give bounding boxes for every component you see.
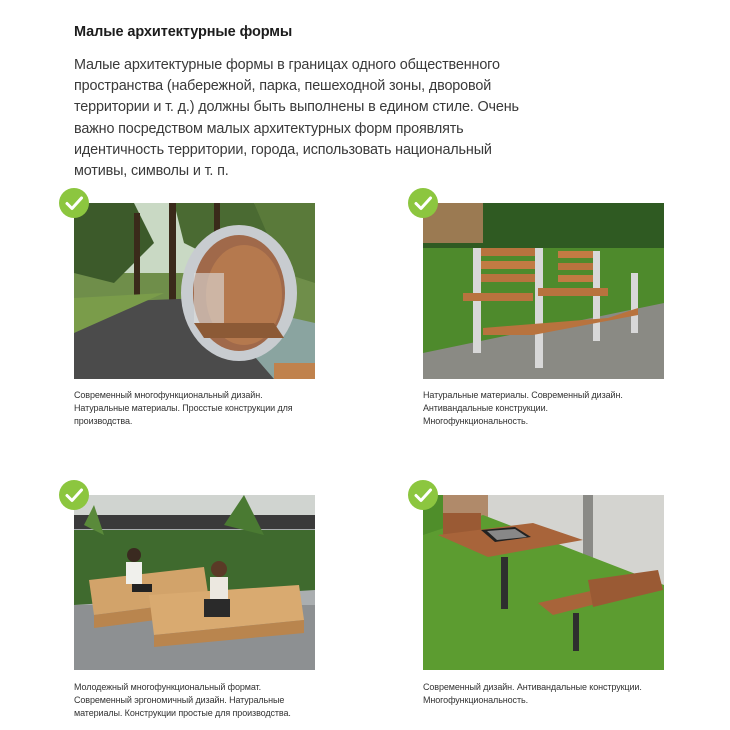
check-icon xyxy=(408,188,438,218)
caption-card-4: Современный дизайн. Антивандальные конструкции. Многофункциональность. xyxy=(423,682,642,705)
page-title: Малые архитектурные формы xyxy=(74,24,293,40)
photo-chess-table-benches xyxy=(423,495,664,670)
photo-modular-wooden-seating xyxy=(74,495,315,670)
photo-wooden-double-bench xyxy=(423,203,664,379)
caption-card-1: Современный многофункциональный дизайн. Натуральные материалы. Просстые конструкции для производства. xyxy=(74,390,293,426)
check-icon xyxy=(59,480,89,510)
check-icon xyxy=(408,480,438,510)
caption-card-2: Натуральные материалы. Современный дизайн. Антивандальные конструкции. Многофункциональность. xyxy=(423,390,623,426)
photo-ring-bench-embankment xyxy=(74,203,315,379)
intro-paragraph: Малые архитектурные формы в границах одного общественного пространства (набережной, парка, пешеходной зоны, дворовой территории и т. д.) должны быть выполнены в едином стиле. Очень важно посредством малых архитектурных форм проявлять идентичность территории, города, использовать национальный мотивы, символы и т. п. xyxy=(74,57,519,180)
check-icon xyxy=(59,188,89,218)
caption-card-3: Молодежный многофункциональный формат. Современный эргономичный дизайн. Натуральные материалы. Конструкции простые для производства. xyxy=(74,682,291,718)
